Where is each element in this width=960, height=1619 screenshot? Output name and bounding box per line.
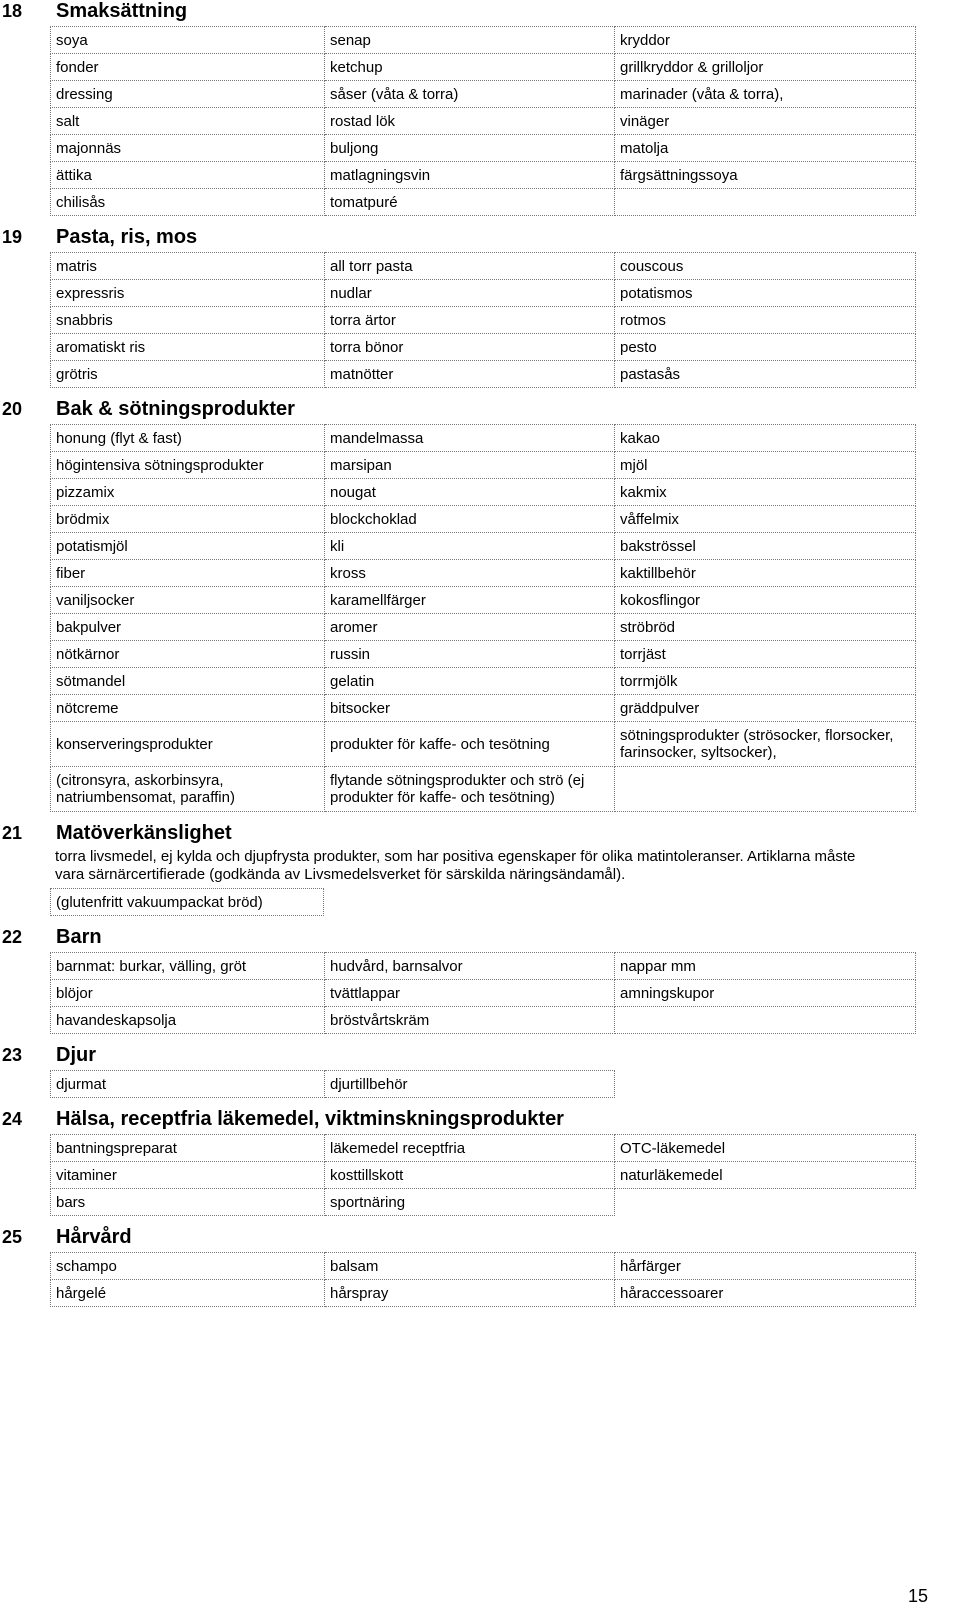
table-cell: matnötter	[325, 361, 615, 388]
table-cell: mandelmassa	[325, 425, 615, 452]
table-cell: hårfärger	[615, 1253, 916, 1280]
table-cell: ketchup	[325, 54, 615, 81]
section-title: Matöverkänslighet	[56, 822, 232, 844]
table-cell	[615, 1007, 916, 1034]
table-row	[51, 334, 916, 361]
section-number: 19	[2, 227, 23, 247]
table-cell: läkemedel receptfria	[325, 1135, 615, 1162]
section-header	[0, 1108, 960, 1134]
table-cell: bröstvårtskräm	[325, 1007, 615, 1034]
table-cell: marinader (våta & torra),	[615, 81, 916, 108]
table-cell: färgsättningssoya	[615, 162, 916, 189]
table-cell: torrjäst	[615, 641, 916, 668]
table-cell: nudlar	[325, 280, 615, 307]
table-row	[51, 560, 916, 587]
section-number: 25	[2, 1227, 23, 1247]
table-cell: vitaminer	[51, 1162, 325, 1189]
table-cell: djurmat	[51, 1071, 325, 1098]
table-cell: buljong	[325, 135, 615, 162]
table-cell: sportnäring	[325, 1189, 615, 1216]
table-cell: soya	[51, 27, 325, 54]
table-cell: russin	[325, 641, 615, 668]
table-cell: all torr pasta	[325, 253, 615, 280]
table-row	[51, 953, 916, 980]
table-row	[51, 1071, 916, 1098]
section-20	[0, 398, 960, 812]
table-row	[51, 533, 916, 560]
table-row	[51, 135, 916, 162]
table-row	[51, 767, 916, 812]
section-21	[0, 822, 960, 916]
section-title: Smaksättning	[56, 0, 188, 22]
table-cell: barnmat: burkar, välling, gröt	[51, 953, 325, 980]
table-cell: grillkryddor & grilloljor	[615, 54, 916, 81]
table-cell: brödmix	[51, 506, 325, 533]
table-cell: naturläkemedel	[615, 1162, 916, 1189]
table-cell: honung (flyt & fast)	[51, 425, 325, 452]
section-number: 23	[2, 1045, 23, 1065]
category-table	[50, 252, 916, 388]
section-24	[0, 1108, 960, 1216]
table-cell: snabbris	[51, 307, 325, 334]
table-cell: fiber	[51, 560, 325, 587]
table-cell: senap	[325, 27, 615, 54]
table-cell: vaniljsocker	[51, 587, 325, 614]
section-title: Djur	[56, 1044, 96, 1066]
table-cell: salt	[51, 108, 325, 135]
table-cell: torra bönor	[325, 334, 615, 361]
table-cell: aromer	[325, 614, 615, 641]
table-cell: kross	[325, 560, 615, 587]
table-cell: gräddpulver	[615, 695, 916, 722]
table-row	[51, 1007, 916, 1034]
table-cell: bakströssel	[615, 533, 916, 560]
section-number: 18	[2, 1, 23, 21]
table-cell: potatismjöl	[51, 533, 325, 560]
table-cell: couscous	[615, 253, 916, 280]
table-cell: djurtillbehör	[325, 1071, 615, 1098]
table-cell: mjöl	[615, 452, 916, 479]
table-cell: kakao	[615, 425, 916, 452]
table-cell: matolja	[615, 135, 916, 162]
table-row	[51, 641, 916, 668]
table-cell: tvättlappar	[325, 980, 615, 1007]
table-row	[51, 1253, 916, 1280]
table-cell: bitsocker	[325, 695, 615, 722]
table-row	[51, 479, 916, 506]
section-number: 21	[2, 823, 23, 843]
section-title: Hälsa, receptfria läkemedel, viktminskningsprodukter	[56, 1108, 564, 1130]
table-cell: aromatiskt ris	[51, 334, 325, 361]
table-cell: vinäger	[615, 108, 916, 135]
table-cell	[615, 189, 916, 216]
table-cell: matlagningsvin	[325, 162, 615, 189]
table-cell: karamellfärger	[325, 587, 615, 614]
table-row	[51, 108, 916, 135]
table-cell: kaktillbehör	[615, 560, 916, 587]
section-header	[0, 1044, 960, 1070]
table-row	[51, 506, 916, 533]
section-title: Pasta, ris, mos	[56, 226, 198, 248]
table-cell: flytande sötningsprodukter och strö (ej produkter för kaffe- och tesötning)	[325, 767, 615, 812]
table-cell: gelatin	[325, 668, 615, 695]
table-cell: sötmandel	[51, 668, 325, 695]
table-cell: hudvård, barnsalvor	[325, 953, 615, 980]
table-cell: torrmjölk	[615, 668, 916, 695]
table-row	[51, 614, 916, 641]
table-row	[51, 425, 916, 452]
section-22	[0, 926, 960, 1034]
table-row	[51, 980, 916, 1007]
table-cell	[615, 767, 916, 812]
table-cell: konserveringsprodukter	[51, 722, 325, 767]
table-row	[51, 1189, 916, 1216]
table-cell: pesto	[615, 334, 916, 361]
category-table	[50, 952, 916, 1034]
table-cell: nötcreme	[51, 695, 325, 722]
table-cell: hårspray	[325, 1280, 615, 1307]
table-row	[51, 1135, 916, 1162]
table-cell: potatismos	[615, 280, 916, 307]
table-row	[51, 253, 916, 280]
table-cell: bars	[51, 1189, 325, 1216]
table-row	[51, 54, 916, 81]
category-table	[50, 1134, 916, 1216]
table-cell: kosttillskott	[325, 1162, 615, 1189]
table-cell: ättika	[51, 162, 325, 189]
table-cell: balsam	[325, 1253, 615, 1280]
table-cell: expressris	[51, 280, 325, 307]
table-row	[51, 668, 916, 695]
table-cell: torra ärtor	[325, 307, 615, 334]
table-cell: kli	[325, 533, 615, 560]
table-cell: rotmos	[615, 307, 916, 334]
table-row	[51, 81, 916, 108]
table-row	[51, 27, 916, 54]
table-row	[51, 587, 916, 614]
section-header	[0, 822, 960, 848]
table-cell: havandeskapsolja	[51, 1007, 325, 1034]
table-cell: högintensiva sötningsprodukter	[51, 452, 325, 479]
category-table	[50, 424, 916, 812]
table-cell: chilisås	[51, 189, 325, 216]
table-cell: pizzamix	[51, 479, 325, 506]
table-cell: kakmix	[615, 479, 916, 506]
table-cell: OTC-läkemedel	[615, 1135, 916, 1162]
section-19	[0, 226, 960, 388]
table-row	[51, 722, 916, 767]
section-description: torra livsmedel, ej kylda och djupfrysta produkter, som har positiva egenskaper för olika matintoleranser. Artiklarna måste vara särnärcertifierade (godkända av Livsmedelsverket för särskilda näringsändamål).	[55, 848, 856, 883]
table-cell: blöjor	[51, 980, 325, 1007]
section-header	[0, 1226, 960, 1252]
section-header	[0, 398, 960, 424]
table-cell: dressing	[51, 81, 325, 108]
table-cell: rostad lök	[325, 108, 615, 135]
table-cell: produkter för kaffe- och tesötning	[325, 722, 615, 767]
section-25	[0, 1226, 960, 1307]
table-row	[51, 280, 916, 307]
section-23	[0, 1044, 960, 1098]
table-cell: amningskupor	[615, 980, 916, 1007]
table-cell: kryddor	[615, 27, 916, 54]
table-cell: såser (våta & torra)	[325, 81, 615, 108]
section-title: Bak & sötningsprodukter	[56, 398, 295, 420]
table-cell: schampo	[51, 1253, 325, 1280]
table-cell: majonnäs	[51, 135, 325, 162]
category-table	[50, 888, 324, 916]
table-cell: bakpulver	[51, 614, 325, 641]
table-cell: nappar mm	[615, 953, 916, 980]
table-row	[51, 307, 916, 334]
section-number: 24	[2, 1109, 23, 1129]
table-cell: hårgelé	[51, 1280, 325, 1307]
category-table	[50, 1252, 916, 1307]
table-row	[51, 695, 916, 722]
table-row	[51, 889, 324, 916]
table-cell: (glutenfritt vakuumpackat bröd)	[51, 889, 324, 916]
table-cell: nötkärnor	[51, 641, 325, 668]
page-number: 15	[908, 1586, 929, 1606]
section-number: 22	[2, 927, 23, 947]
table-cell: marsipan	[325, 452, 615, 479]
table-cell: pastasås	[615, 361, 916, 388]
section-number: 20	[2, 399, 23, 419]
section-18	[0, 0, 960, 216]
table-cell: tomatpuré	[325, 189, 615, 216]
table-cell: håraccessoarer	[615, 1280, 916, 1307]
table-cell: nougat	[325, 479, 615, 506]
category-table	[50, 1070, 916, 1098]
table-row	[51, 189, 916, 216]
table-row	[51, 1280, 916, 1307]
table-cell: (citronsyra, askorbinsyra, natriumbensomat, paraffin)	[51, 767, 325, 812]
table-cell: bantningspreparat	[51, 1135, 325, 1162]
table-cell: fonder	[51, 54, 325, 81]
table-row	[51, 162, 916, 189]
section-header	[0, 226, 960, 252]
table-cell: blockchoklad	[325, 506, 615, 533]
table-cell: matris	[51, 253, 325, 280]
table-cell: ströbröd	[615, 614, 916, 641]
table-cell: grötris	[51, 361, 325, 388]
category-table	[50, 26, 916, 216]
section-title: Hårvård	[56, 1226, 132, 1248]
table-row	[51, 452, 916, 479]
table-cell: kokosflingor	[615, 587, 916, 614]
table-cell: sötningsprodukter (strösocker, florsocker, farinsocker, syltsocker),	[615, 722, 916, 767]
table-cell: våffelmix	[615, 506, 916, 533]
table-row	[51, 361, 916, 388]
section-header	[0, 926, 960, 952]
table-row	[51, 1162, 916, 1189]
section-title: Barn	[56, 926, 102, 948]
section-header	[0, 0, 960, 26]
